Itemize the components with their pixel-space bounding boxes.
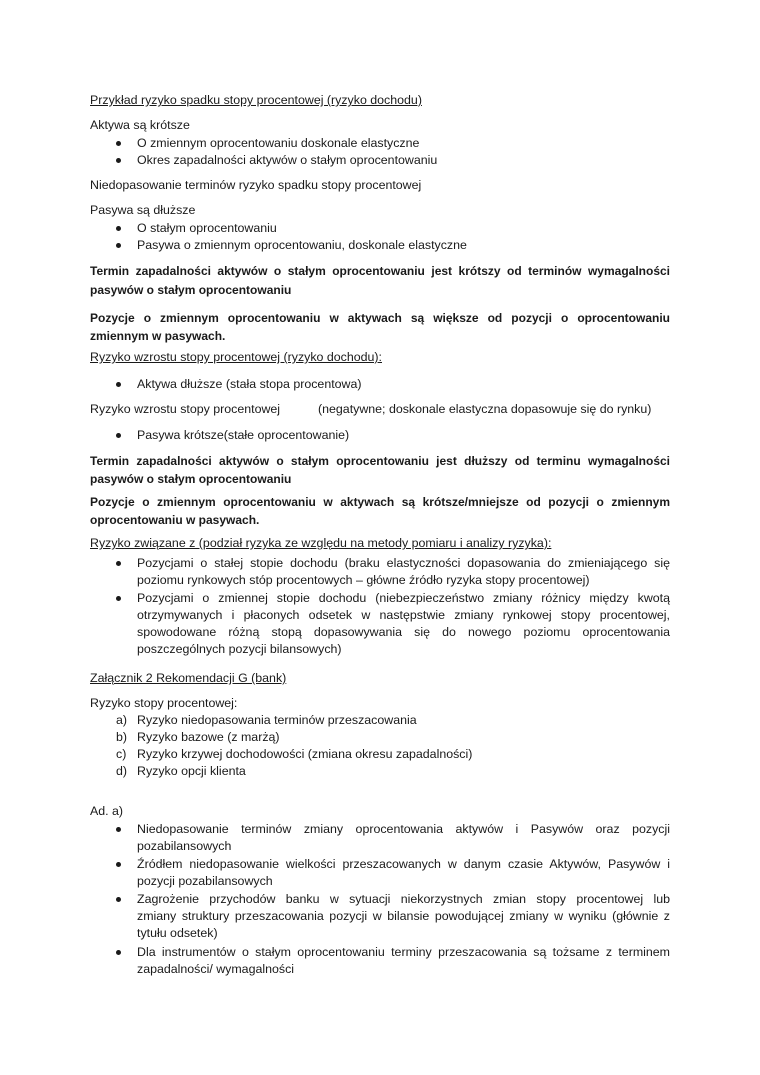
list-item-line: pozycji pozabilansowych [137,874,273,888]
list-item-line: zmiany struktury przeszacowania pozycji w bilansie powodującej zmiany w wyniku (głównie z [137,909,670,923]
list-item-line: Pozycjami o stałej stopie dochodu (braku elastyczności dopasowania do zmieniającego się [137,556,670,570]
list-marker: c) [116,747,127,761]
bullet-icon [116,862,121,867]
list-item: Ryzyko opcji klienta [137,764,246,778]
bullet-icon [116,243,121,248]
list-item-line: Zagrożenie przychodów banku w sytuacji niekorzystnych zmian stopy procentowej lub [137,892,670,906]
list-item: Okres zapadalności aktywów o stałym oprocentowaniu [137,153,438,167]
list-item-line: Dla instrumentów o stałym oprocentowaniu terminy przeszacowania są tożsame z terminem [137,945,670,959]
list-item-line: zapadalności/ wymagalności [137,962,295,976]
list-item-line: Niedopasowanie terminów zmiany oprocentowania aktywów i Pasywów oraz pozycji [137,822,670,836]
list-item-line: otrzymywanych i płaconych odsetek w następstwie zmiany rynkowej stopy procentowej, [137,608,670,622]
bullet-icon [116,897,121,902]
list-item: Ryzyko niedopasowania terminów przeszacowania [137,713,417,727]
list-item: Pasywa o zmiennym oprocentowaniu, doskonale elastyczne [137,238,467,252]
bullet-icon [116,827,121,832]
bullet-icon [116,141,121,146]
list-item: O stałym oprocentowaniu [137,221,277,235]
paragraph: Ad. a) [90,804,124,818]
bold-paragraph-line: pasywów o stałym oprocentowaniu [90,283,292,297]
paragraph-note: (negatywne; doskonale elastyczna dopasowuje się do rynku) [318,402,652,416]
list-marker: d) [116,764,128,778]
list-item-line: pozabilansowych [137,839,232,853]
list-item: Ryzyko krzywej dochodowości (zmiana okresu zapadalności) [137,747,473,761]
bold-paragraph-line: Pozycje o zmiennym oprocentowaniu w aktywach są krótsze/mniejsze od pozycji o zmiennym [90,495,670,509]
list-item-line: tytułu odsetek) [137,926,218,940]
bullet-icon [116,561,121,566]
bold-paragraph-line: pasywów o stałym oprocentowaniu [90,472,292,486]
list-item-line: poziomu rynkowych stóp procentowych – główne źródło ryzyka stopy procentowej) [137,573,590,587]
list-marker: a) [116,713,128,727]
list-item-line: Źródłem niedopasowanie wielkości przeszacowanych w danym czasie Aktywów, Pasywów i [137,857,670,871]
section-heading: Ryzyko wzrostu stopy procentowej (ryzyko dochodu): [90,350,382,364]
bullet-icon [116,950,121,955]
bold-paragraph-line: Termin zapadalności aktywów o stałym oprocentowaniu jest dłuższy od terminu wymagalności [90,454,670,468]
bullet-icon [116,382,121,387]
list-item: Ryzyko bazowe (z marżą) [137,730,280,744]
section-heading: Ryzyko związane z (podział ryzyka ze względu na metody pomiaru i analizy ryzyka): [90,536,552,550]
list-marker: b) [116,730,128,744]
bold-paragraph-line: Termin zapadalności aktywów o stałym oprocentowaniu jest krótszy od terminów wymagalności [90,264,670,278]
list-item: O zmiennym oprocentowaniu doskonale elastyczne [137,136,420,150]
section-heading: Przykład ryzyko spadku stopy procentowej (ryzyko dochodu) [90,93,422,107]
paragraph: Ryzyko wzrostu stopy procentowej [90,402,281,416]
list-item-line: poszczególnych pozycji bilansowych) [137,642,342,656]
bullet-icon [116,226,121,231]
bold-paragraph-line: zmiennym w pasywach. [90,329,226,343]
bullet-icon [116,596,121,601]
bullet-icon [116,158,121,163]
assets-heading: Aktywa są krótsze [90,118,190,132]
paragraph: Ryzyko stopy procentowej: [90,696,238,710]
bullet-icon [116,433,121,438]
section-heading: Załącznik 2 Rekomendacji G (bank) [90,671,287,685]
list-item: Pasywa krótsze(stałe oprocentowanie) [137,428,350,442]
list-item: Aktywa dłuższe (stała stopa procentowa) [137,377,362,391]
liabilities-heading: Pasywa są dłuższe [90,203,196,217]
bold-paragraph-line: oprocentowaniu w pasywach. [90,513,260,527]
bold-paragraph-line: Pozycje o zmiennym oprocentowaniu w aktywach są większe od pozycji o oprocentowaniu [90,311,670,325]
paragraph: Niedopasowanie terminów ryzyko spadku stopy procentowej [90,178,422,192]
list-item-line: Pozycjami o zmiennej stopie dochodu (niebezpieczeństwo zmiany różnicy między kwotą [137,591,670,605]
list-item-line: spowodowane różną stopą dopasowywania się do nowego poziomu oprocentowania [137,625,670,639]
